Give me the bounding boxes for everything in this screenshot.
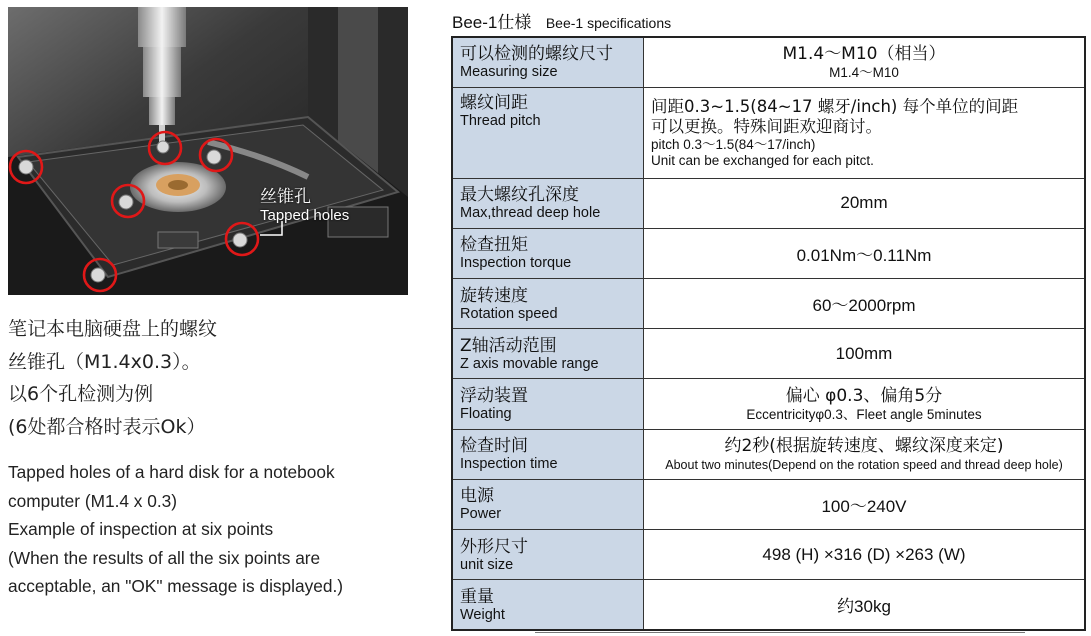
row-label (452, 429, 644, 479)
row-value-text: 约30kg (837, 597, 891, 617)
row-label-en: Max,thread deep hole (460, 205, 601, 222)
spec-title-main: Bee-1仕様 (452, 13, 532, 32)
row-label-zh: 外形尺寸 (460, 536, 528, 557)
row-label-en: Inspection torque (460, 255, 572, 272)
row-label (452, 530, 644, 580)
row-value-sub-line: Unit can be exchanged for each pitct. (651, 152, 874, 168)
row-value (644, 37, 1086, 87)
row-value-sub: About two minutes(Depend on the rotation speed and thread deep hole) (665, 457, 1063, 472)
caption-zh-line: 笔记本电脑硬盘上的螺纹 (8, 318, 218, 340)
row-value-text: 0.01Nm～0.11Nm (796, 245, 932, 265)
row-value-text: 20mm (840, 193, 888, 213)
row-value (644, 329, 1086, 379)
row-value-text: 60～2000rpm (812, 296, 916, 316)
caption-chinese (8, 313, 418, 443)
row-label (452, 580, 644, 630)
row-label-en: Thread pitch (460, 112, 541, 129)
row-value-text: 100～240V (821, 496, 907, 516)
row-value-line: 间距0.3~1.5(84~17 螺牙/inch) 每个单位的间距 (651, 96, 1019, 116)
table-row (452, 580, 1085, 630)
tapped-holes-label (260, 187, 349, 225)
caption-zh-line: 丝锥孔（M1.4x0.3）。 (8, 350, 201, 373)
row-label-en: Inspection time (460, 456, 558, 473)
caption-en-line: computer (M1.4 x 0.3) (8, 490, 178, 511)
spec-table (451, 36, 1086, 631)
row-value-sub: Eccentricityφ0.3、Fleet angle 5minutes (746, 406, 982, 422)
row-value (644, 530, 1086, 580)
row-label-zh: 最大螺纹孔深度 (460, 185, 579, 206)
row-value-main: 偏心 φ0.3、偏角5分 (785, 385, 943, 406)
row-label-en: Rotation speed (460, 305, 558, 322)
row-value-line: 可以更换。特殊间距欢迎商讨。 (651, 116, 882, 136)
row-value-sub-line: pitch 0.3～1.5(84～17/inch) (651, 136, 816, 152)
row-label-zh: 检查时间 (460, 436, 528, 457)
row-label (452, 37, 644, 87)
table-row (452, 228, 1085, 278)
row-value-main: 约2秒(根据旋转速度、螺纹深度来定) (724, 435, 1004, 456)
caption-en-line: Example of inspection at six points (8, 519, 274, 539)
caption-english (8, 458, 413, 601)
table-row (452, 279, 1085, 329)
row-value (644, 228, 1086, 278)
table-row (452, 429, 1085, 479)
caption-zh-line: (6处都合格时表示Ok） (8, 415, 206, 438)
table-row (452, 329, 1085, 379)
row-value-text: 498 (H) ×316 (D) ×263 (W) (762, 544, 966, 564)
table-row (452, 178, 1085, 228)
row-label-zh: 浮动装置 (460, 386, 528, 407)
hard-disk-photo (8, 7, 408, 295)
row-value (644, 479, 1086, 529)
row-value (644, 178, 1086, 228)
table-row (452, 379, 1085, 429)
row-label-zh: 旋转速度 (460, 285, 528, 306)
row-label (452, 479, 644, 529)
tapped-holes-label-zh: 丝锥孔 (260, 187, 311, 207)
spec-title-sub: Bee-1 specifications (545, 15, 672, 31)
hard-disk-illustration (8, 7, 408, 295)
row-label-en: unit size (460, 556, 514, 573)
table-row (452, 87, 1085, 178)
row-label-en: Z axis movable range (460, 355, 599, 372)
row-label-en: Power (460, 506, 502, 523)
row-label (452, 329, 644, 379)
row-label-en: Measuring size (460, 64, 558, 81)
table-row (452, 37, 1085, 87)
row-value (644, 279, 1086, 329)
tapped-holes-label-en: Tapped holes (260, 207, 350, 224)
row-value (644, 379, 1086, 429)
row-value (644, 429, 1086, 479)
caption-zh-line: 以6个孔检测为例 (8, 383, 154, 405)
row-label-en: Floating (460, 406, 512, 423)
bottom-divider (535, 632, 1025, 633)
row-label (452, 178, 644, 228)
row-label (452, 379, 644, 429)
row-label-zh: 电源 (460, 486, 494, 507)
row-value (644, 87, 1086, 178)
row-label (452, 228, 644, 278)
row-label (452, 87, 644, 178)
table-row (452, 479, 1085, 529)
row-label-zh: 检查扭矩 (460, 235, 528, 256)
row-value-main: M1.4～M10（相当） (782, 43, 946, 64)
row-label-zh: 可以检测的螺纹尺寸 (460, 44, 613, 65)
row-value-sub: M1.4～M10 (829, 64, 899, 80)
caption-en-line: Tapped holes of a hard disk for a notebook (8, 462, 335, 482)
row-label-zh: 螺纹间距 (460, 92, 528, 113)
row-label-zh: 重量 (460, 586, 494, 607)
row-value-text: 100mm (835, 343, 893, 363)
spec-title (452, 8, 671, 33)
row-label-zh: Z轴活动范围 (460, 335, 557, 356)
caption-en-line: acceptable, an "OK" message is displayed.) (8, 576, 344, 596)
table-row (452, 530, 1085, 580)
caption-en-line: (When the results of all the six points are (8, 547, 321, 568)
row-label-en: Weight (460, 606, 505, 623)
row-label (452, 279, 644, 329)
row-value (644, 580, 1086, 630)
